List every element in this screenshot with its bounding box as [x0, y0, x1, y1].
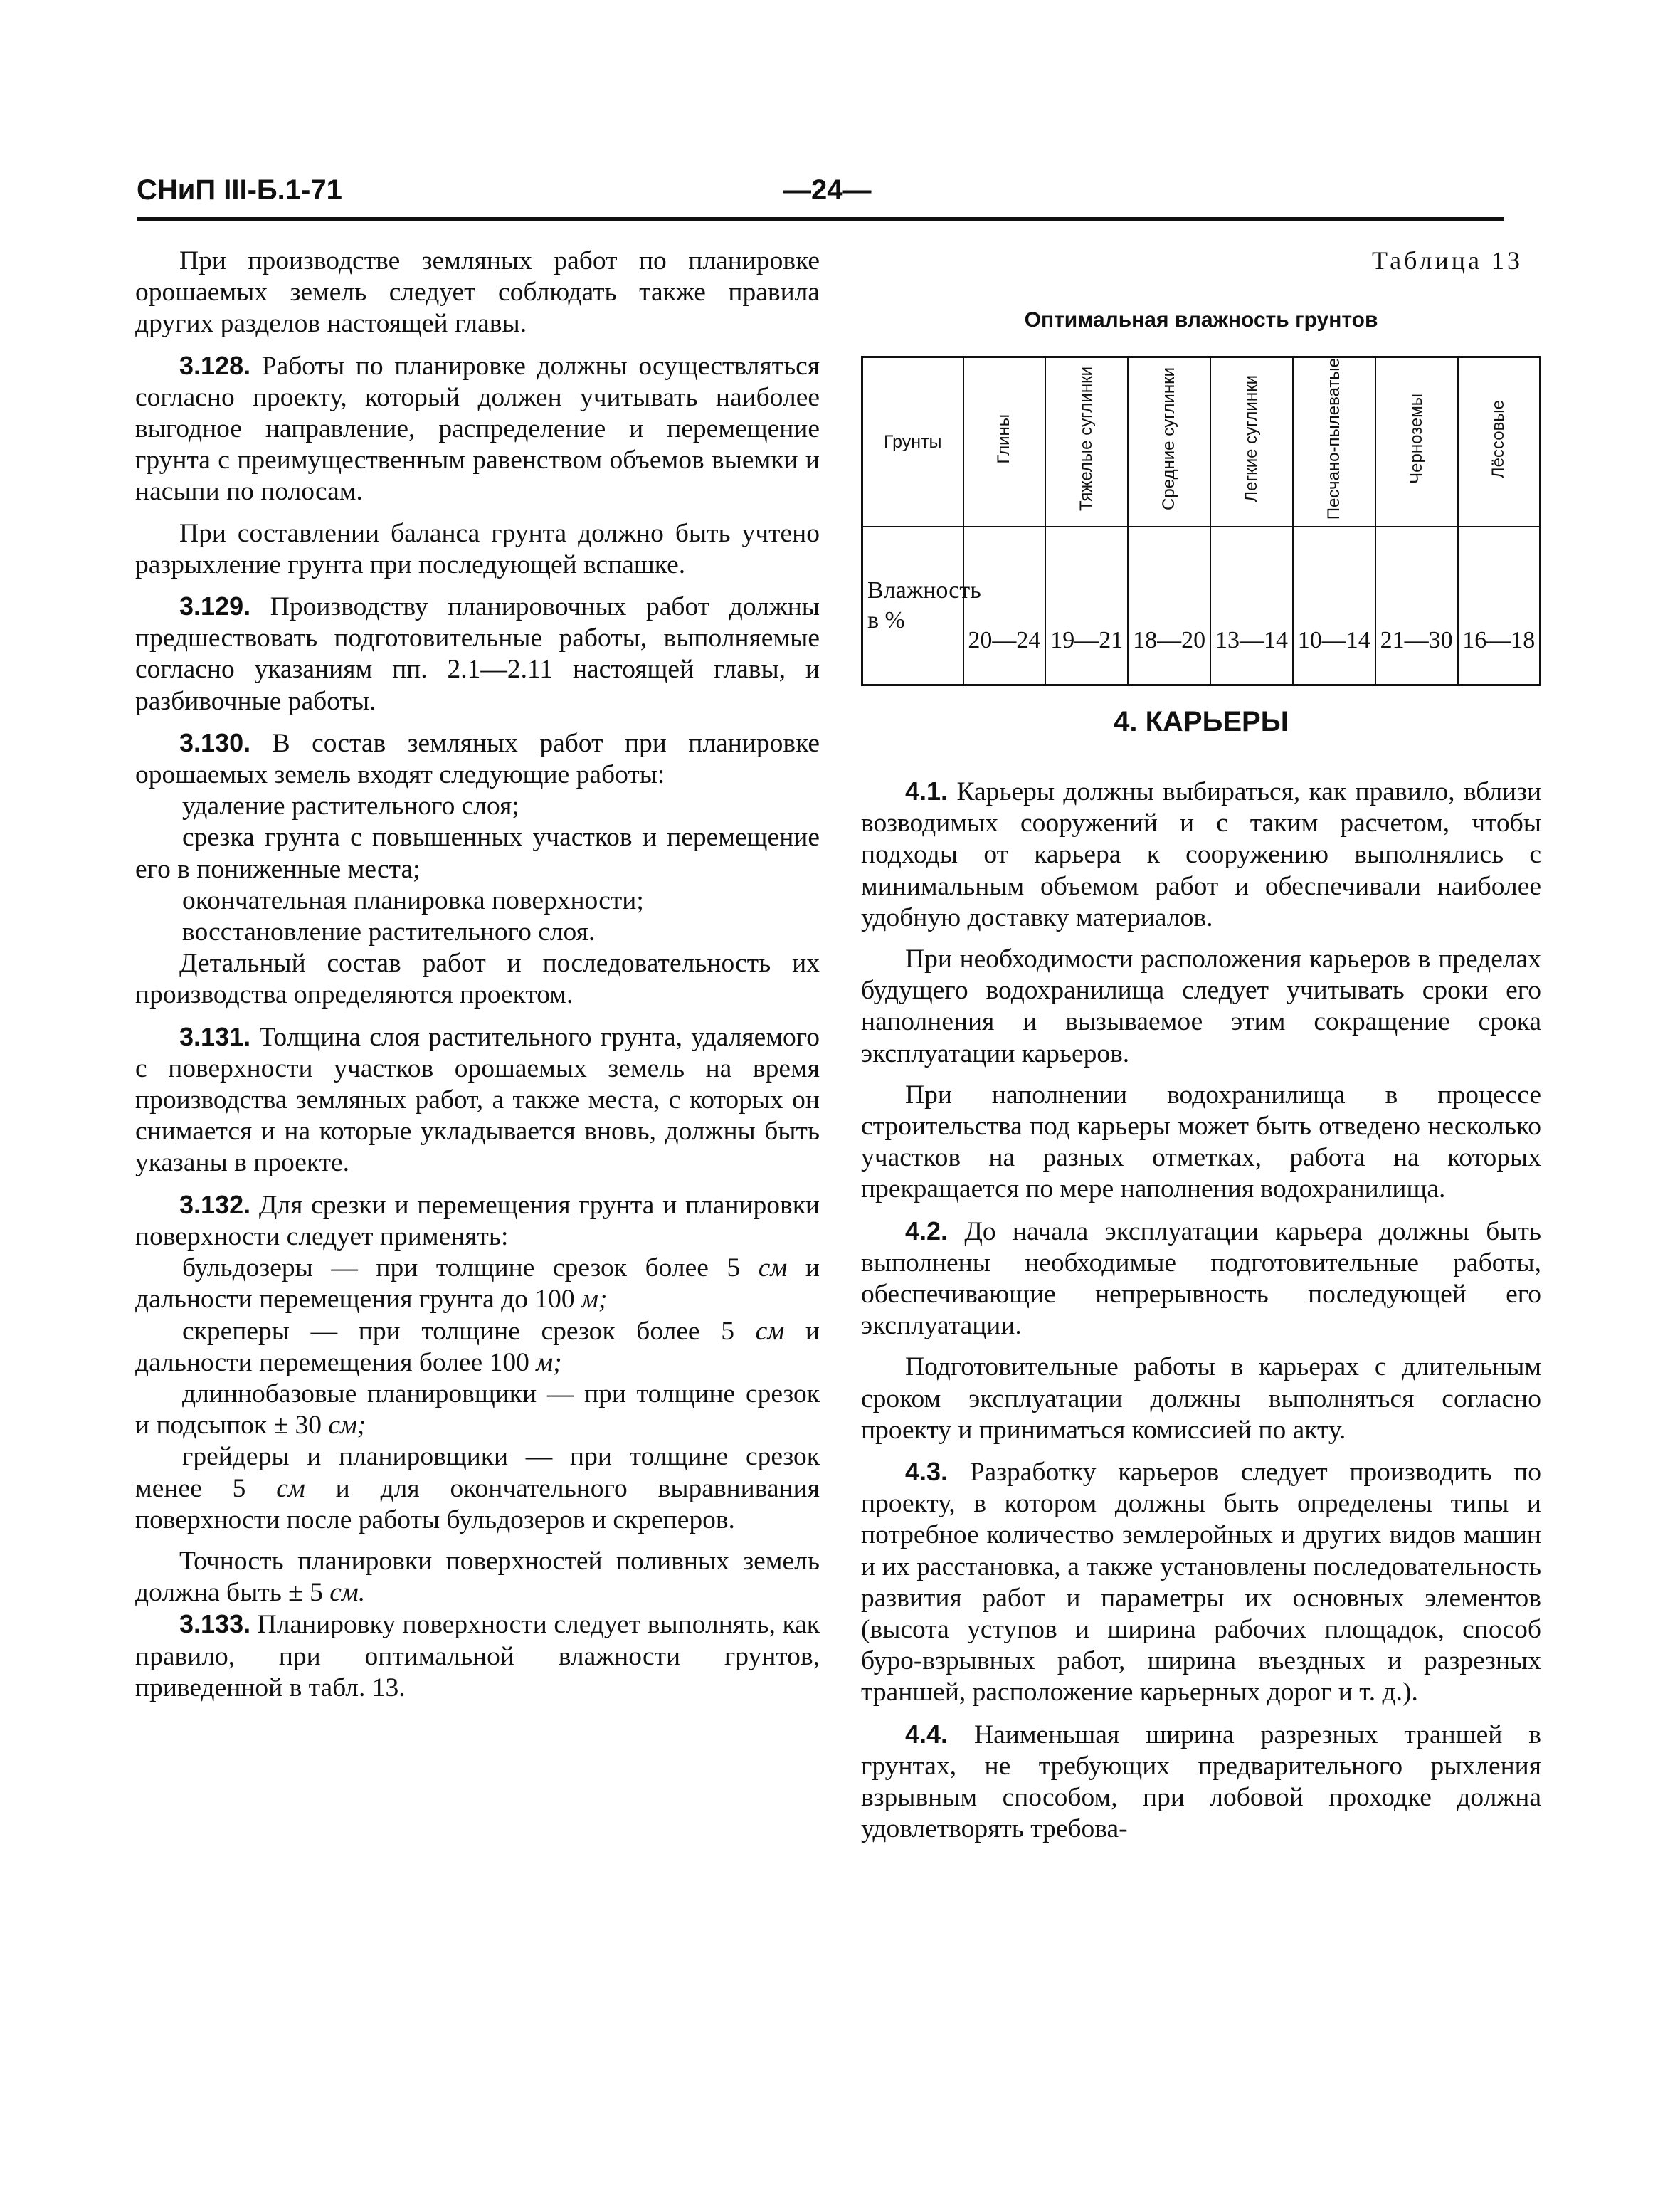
clause-3-128: [135, 350, 820, 508]
list-text: бульдозеры — при толщине срезок более 5: [182, 1253, 759, 1283]
table-header-cell: Грунты: [862, 357, 963, 527]
clause-number: 4.4.: [905, 1719, 949, 1749]
list-item-scrapers: [135, 1316, 820, 1379]
clause-3-129: [135, 591, 820, 717]
clause-text: Толщина слоя растительного грунта, удаляемого с поверхности участков орошаемых земель на время производства земляных работ, а также места, с которых он снимается и на которые укладывается вновь, должны быть указаны в проекте.: [135, 1022, 820, 1178]
unit: см: [276, 1473, 305, 1503]
page-header: [137, 174, 1504, 217]
column-label: Черноземы: [1406, 394, 1426, 485]
soil-moisture-table: [861, 356, 1541, 686]
clause-4-3: [861, 1456, 1541, 1709]
table-cell: 18—20: [1128, 527, 1210, 685]
clause-3-130: [135, 727, 820, 791]
paragraph: При необходимости расположения карьеров в пределах будущего водохранилища следует учитывать сроки его наполнения и вызываемое этим сокращение срока эксплуатации карьеров.: [861, 944, 1541, 1068]
paragraph: При производстве земляных работ по планировке орошаемых земель следует соблюдать также правила других разделов настоящей главы.: [135, 246, 820, 339]
table-header-row: [862, 357, 1541, 527]
clause-4-2: [861, 1216, 1541, 1342]
list-item-planers: [135, 1379, 820, 1441]
clause-text: Карьеры должны выбираться, как правило, вблизи возводимых сооружений и с таким расчетом, чтобы подходы от карьера к сооружению выполнялись с минимальным объемом работ и обеспечивали наиболее удобную доставку материалов.: [861, 777, 1542, 932]
row-label: Влажность в %: [862, 527, 963, 685]
clause-number: 3.128.: [179, 350, 251, 380]
table-cell: 21—30: [1375, 527, 1458, 685]
table-header-cell: [1045, 357, 1128, 527]
table-header-cell: [1128, 357, 1210, 527]
table-row: [862, 527, 1541, 685]
clause-number: 3.130.: [179, 727, 251, 757]
unit: м;: [536, 1347, 562, 1377]
paragraph: Подготовительные работы в карьерах с длительным сроком эксплуатации должны выполняться согласно проекту и приниматься комиссией по акту.: [861, 1352, 1541, 1445]
left-column: [135, 246, 820, 1704]
table-cell: 16—18: [1458, 527, 1541, 685]
table-cell: 19—21: [1045, 527, 1128, 685]
unit: см: [755, 1316, 785, 1346]
unit: м;: [581, 1285, 608, 1315]
list-text: и для окончательного выравнивания поверхности после работы бульдозеров и скреперов.: [135, 1473, 820, 1534]
list-item: восстановление растительного слоя.: [182, 917, 596, 947]
table-caption: Таблица 13: [1372, 246, 1523, 275]
clause-number: 3.131.: [179, 1021, 251, 1051]
list-item-graders: [135, 1441, 820, 1536]
paragraph: Детальный состав работ и последовательность их производства определяются проектом.: [135, 949, 820, 1010]
clause-text: В состав земляных работ при планировке орошаемых земель входят следующие работы:: [135, 728, 820, 790]
clause-number: 3.132.: [179, 1189, 251, 1219]
table-header-cell: [1375, 357, 1458, 527]
page-number: —24—: [783, 174, 872, 206]
clause-number: 4.3.: [905, 1457, 949, 1487]
clause-text: Производству планировочных работ должны предшествовать подготовительные работы, выполняемые согласно указаниям пп. 2.1—2.11 настоящей главы, и разбивочные работы.: [135, 592, 820, 716]
list-item: удаление растительного слоя;: [182, 791, 519, 821]
clause-number: 4.1.: [905, 776, 949, 806]
paragraph-text: Точность планировки поверхностей поливных земель должна быть ± 5: [135, 1546, 820, 1608]
table-title: Оптимальная влажность грунтов: [1024, 308, 1378, 332]
column-label: Песчано-пылеватые: [1324, 358, 1343, 520]
column-label: Лёссовые: [1489, 399, 1509, 478]
list-item: окончательная планировка поверхности;: [182, 885, 644, 915]
header-rule: [137, 217, 1504, 221]
clause-number: 3.129.: [179, 591, 251, 621]
table-cell: 10—14: [1293, 527, 1375, 685]
paragraph: При составлении баланса грунта должно быть учтено разрыхление грунта при последующей вспашке.: [135, 518, 820, 579]
clause-3-131: [135, 1021, 820, 1179]
clause-number: 3.133.: [179, 1609, 251, 1639]
table-header-cell: [963, 357, 1046, 527]
table-header-cell: [1458, 357, 1541, 527]
clause-number: 4.2.: [905, 1216, 949, 1246]
clause-4-1: [861, 776, 1541, 934]
unit: см;: [328, 1411, 366, 1441]
list-text: скреперы — при толщине срезок более 5: [182, 1316, 756, 1346]
clause-text: Работы по планировке должны осуществляться согласно проекту, который должен учитывать наиболее выгодное направление, распределение и перемещение грунта с преимущественным равенством объемов выемки и насыпи по полосам.: [135, 351, 820, 507]
column-label: Средние суглинки: [1159, 367, 1179, 511]
clause-text: Разработку карьеров следует производить по проекту, в котором должны быть определены типы и потребное количество землеройных и других видов машин и их расстановка, а также установлены последовательность развития работ и параметры их основных элементов (высота уступов и ширина рабочих площадок, способ буро-взрывных работ, ширина въездных и разрезных траншей, расположение карьерных дорог и т. д.).: [861, 1458, 1541, 1707]
document-code: СНиП III-Б.1-71: [137, 174, 342, 206]
list-text: длиннобазовые планировщики — при толщине срезок и подсыпок ± 30: [135, 1379, 820, 1441]
column-label: Глины: [994, 414, 1014, 464]
clause-3-132: [135, 1189, 820, 1253]
column-label: Тяжелые суглинки: [1077, 367, 1097, 512]
unit: см.: [329, 1578, 366, 1608]
unit: см: [758, 1253, 788, 1283]
table-header-cell: [1210, 357, 1293, 527]
list-text: грейдеры и планировщики — при толщине срезок менее 5: [135, 1442, 820, 1503]
table-cell: 13—14: [1210, 527, 1293, 685]
column-label: Легкие суглинки: [1241, 375, 1261, 502]
clause-text: Планировку поверхности следует выполнять, как правило, при оптимальной влажности грунтов, приведенной в табл. 13.: [135, 1610, 820, 1702]
list-text: и дальности перемещения более 100: [135, 1316, 820, 1377]
table-header-cell: [1293, 357, 1375, 527]
list-item-bulldozers: [135, 1253, 820, 1315]
paragraph: При наполнении водохранилища в процессе строительства под карьеры может быть отведено несколько участков на разных отметках, работа на которых прекращается по мере наполнения водохранилища.: [861, 1080, 1541, 1204]
list-text: и дальности перемещения грунта до 100: [135, 1253, 820, 1315]
list-item: срезка грунта с повышенных участков и перемещение его в пониженные места;: [135, 823, 820, 884]
paragraph: [135, 1546, 820, 1609]
clause-text: До начала эксплуатации карьера должны быть выполнены необходимые подготовительные работы, обеспечивающие непрерывность последующей его эксплуатации.: [861, 1216, 1542, 1341]
table-cell: 20—24: [963, 527, 1046, 685]
clause-4-4: [861, 1719, 1541, 1846]
clause-3-133: [135, 1609, 820, 1704]
clause-text: Наименьшая ширина разрезных траншей в грунтах, не требующих предварительного рыхления взрывным способом, при лобовой проходке должна удовлетворять требова-: [861, 1720, 1542, 1844]
right-column: [861, 776, 1541, 1846]
section-title: 4. КАРЬЕРЫ: [1114, 706, 1289, 737]
clause-text: Для срезки и перемещения грунта и планировки поверхности следует применять:: [135, 1190, 820, 1251]
